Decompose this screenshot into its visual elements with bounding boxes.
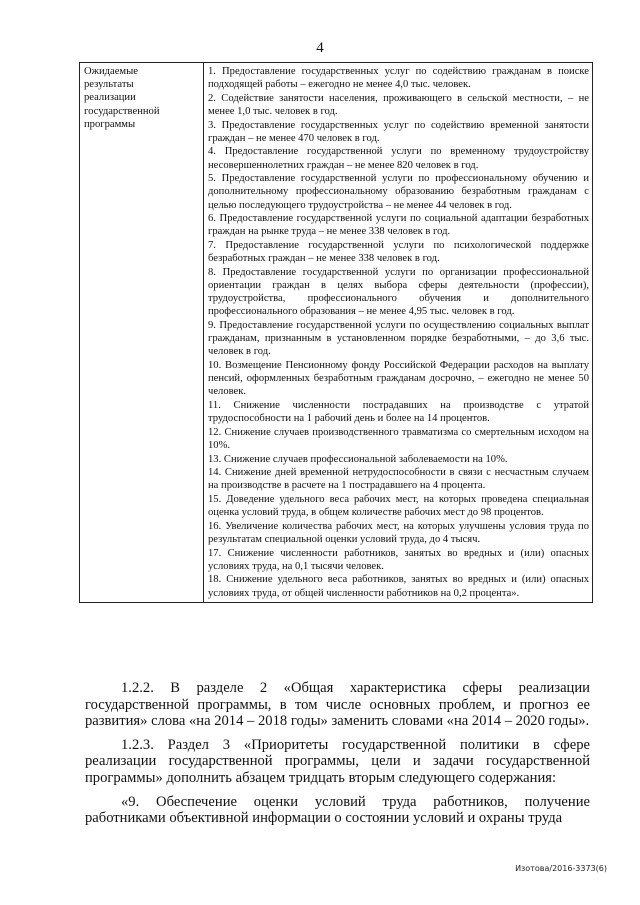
result-item: 15. Доведение удельного веса рабочих мест, на которых проведена специальная оценка условий труда, в общем количестве рабочих мест до 98 процентов. <box>208 493 589 519</box>
result-item: 1. Предоставление государственных услуг по содействию гражданам в поиске подходящей работы – ежегодно не менее 4,0 тыс. человек. <box>208 66 589 91</box>
result-item: 14. Снижение дней временной нетрудоспособности в связи с несчастным случаем на производстве в расчете на 1 пострадавшего на 4 процента. <box>208 467 589 492</box>
table-label: Ожидаемые результаты реализации государственной программы <box>84 66 160 130</box>
paragraph: «9. Обеспечение оценки условий труда работников, получение работниками объективной информации о состоянии условий и охраны труда <box>85 793 590 827</box>
result-item: 2. Содействие занятости населения, проживающего в сельской местности, – не менее 1,0 тыс. человек в год. <box>208 92 589 117</box>
result-item: 4. Предоставление государственной услуги по временному трудоустройству несовершеннолетних граждан – не менее 820 человек в год. <box>208 146 589 171</box>
result-item: 18. Снижение удельного веса работников, занятых во вредных и (или) опасных условиях труда, от общей численности работников на 0,2 процента». <box>208 574 589 599</box>
page-number: 4 <box>316 40 324 56</box>
result-item: 11. Снижение численности пострадавших на производстве с утратой трудоспособности на 1 рабочий день и более на 14 процентов. <box>208 399 589 425</box>
result-item: 10. Возмещение Пенсионному фонду Российской Федерации расходов на выплату пенсий, оформленных безработным гражданам досрочно, – ежегодно не менее 50 человек. <box>208 359 589 398</box>
table-label-cell <box>80 63 204 603</box>
result-item: 6. Предоставление государственной услуги по социальной адаптации безработных граждан на рынке труда – не менее 338 человек в год. <box>208 213 589 238</box>
document-code: Изотова/2016-3373(6) <box>515 864 607 873</box>
result-item: 17. Снижение численности работников, занятых во вредных и (или) опасных условиях труда, на 0,1 тысячи человек. <box>208 547 589 572</box>
result-item: 9. Предоставление государственной услуги по осуществлению социальных выплат гражданам, признанным в установленном порядке безработными, – до 3,6 тыс. человек в год. <box>208 319 589 358</box>
table-row <box>80 63 593 603</box>
result-item: 7. Предоставление государственной услуги по психологической поддержке безработных граждан – не менее 338 человек в год. <box>208 239 589 265</box>
paragraph: 1.2.3. Раздел 3 «Приоритеты государственной политики в сфере реализации государственной программы, цели и задачи государственной программы» дополнить абзацем тридцать вторым следующего содержания: <box>85 736 590 786</box>
result-item: 3. Предоставление государственных услуг по содействию временной занятости граждан – не менее 470 человек в год. <box>208 119 589 144</box>
result-item: 12. Снижение случаев производственного травматизма со смертельным исходом на 10%. <box>208 426 589 451</box>
result-item: 5. Предоставление государственной услуги по профессиональному обучению и дополнительному профессиональному образованию безработным гражданам с целью последующего трудоустройства – не менее 44 человек в год. <box>208 173 589 211</box>
table-results-cell <box>204 63 593 603</box>
result-item: 8. Предоставление государственной услуги по организации профессиональной ориентации граждан в целях выбора сферы деятельности (профессии), трудоустройства, профессионального обучения и дополнительного профессионального образования – не менее 4,95 тыс. человек в год. <box>208 266 589 318</box>
expected-results-table <box>79 62 593 603</box>
paragraph: 1.2.2. В разделе 2 «Общая характеристика сферы реализации государственной программы, в том числе основных проблем, и прогноз ее развития» слова «на 2014 – 2018 годы» заменить словами «на 2014 – 2020 годы». <box>85 680 590 730</box>
result-item: 13. Снижение случаев профессиональной заболеваемости на 10%. <box>208 453 508 465</box>
result-item: 16. Увеличение количества рабочих мест, на которых улучшены условия труда по результатам специальной оценки условий труда, до 4 тысяч. <box>208 520 589 545</box>
document-body <box>85 680 590 834</box>
